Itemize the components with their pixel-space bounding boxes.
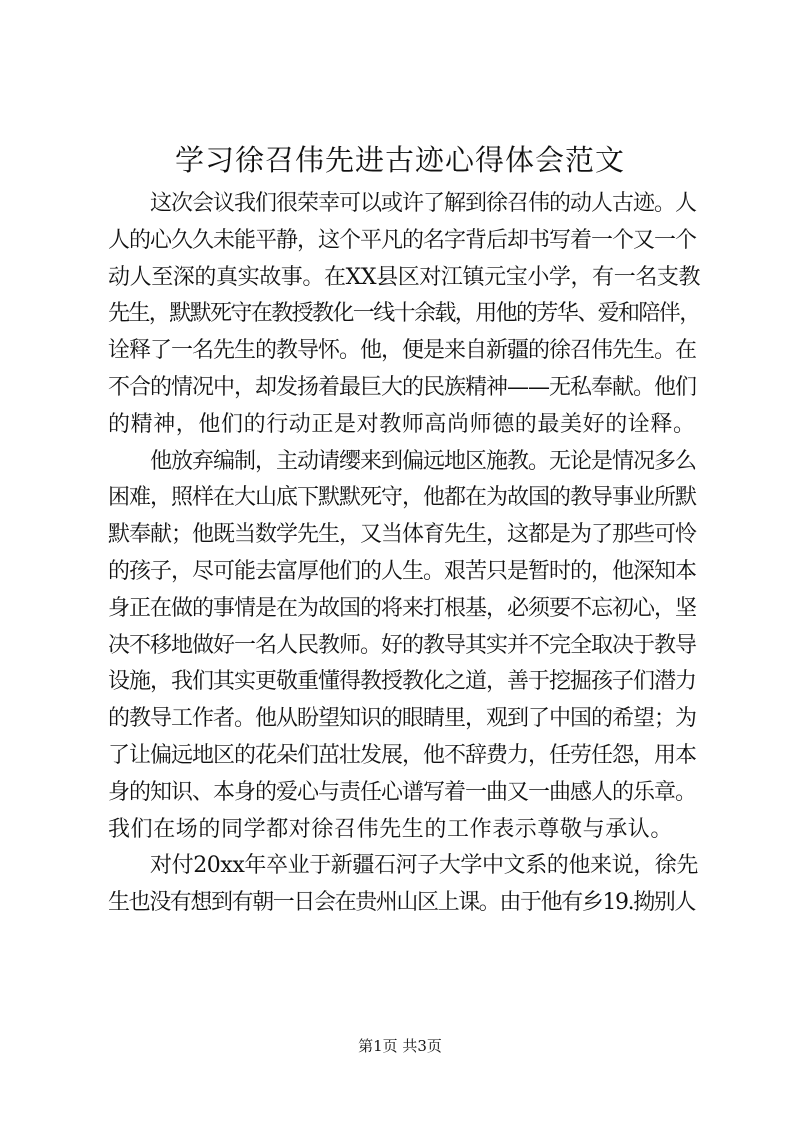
document-title: 学习徐召伟先进古迹心得体会范文	[174, 143, 625, 177]
text-line: 生也没有想到有朝一日会在贵州山区上课。由于他有乡19.拗别人	[108, 890, 695, 916]
text-line: 的教导工作者。他从盼望知识的眼睛里，观到了中国的希望；为	[108, 706, 697, 732]
text-line: 默奉献；他既当数学先生，又当体育先生，这都是为了那些可怜	[108, 522, 697, 548]
paragraph	[108, 186, 700, 444]
document-body	[108, 186, 700, 922]
text-line: 先生，默默死守在教授教化一线十余载，用他的芳华、爱和陪伴，	[108, 301, 700, 327]
text-line: 的孩子，尽可能去富厚他们的人生。艰苦只是暂时的，他深知本	[108, 558, 697, 584]
page-footer: 第1页 共3页	[358, 1037, 442, 1055]
text-line: 人的心久久未能平静，这个平凡的名字背后却书写着一个又一个	[108, 227, 697, 253]
text-line: 我们在场的同学都对徐召伟先生的工作表示尊敬与承认。	[108, 816, 674, 842]
text-line: 这次会议我们很荣幸可以或许了解到徐召伟的动人古迹。人	[150, 191, 697, 216]
text-line: 诠释了一名先生的教导怀。他，便是来自新疆的徐召伟先生。在	[108, 338, 697, 364]
text-line: 困难，照样在大山底下默默死守，他都在为故国的教导事业所默	[108, 485, 697, 511]
text-line: 对付20xx年卒业于新疆石河子大学中文系的他来说，徐先	[150, 853, 699, 879]
text-line: 不合的情况中，却发扬着最巨大的民族精神——无私奉献。他们	[108, 374, 697, 400]
paragraph	[108, 848, 700, 922]
text-line: 了让偏远地区的花朵们茁壮发展，他不辞费力，任劳任怨，用本	[108, 742, 697, 768]
text-line: 身的知识、本身的爱心与责任心谱写着一曲又一曲感人的乐章。	[108, 779, 697, 805]
paragraph	[108, 444, 700, 849]
text-line: 决不移地做好一名人民教师。好的教导其实并不完全取决于教导	[108, 632, 697, 658]
text-line: 他放弃编制，主动请缨来到偏远地区施教。无论是情况多么	[150, 448, 697, 474]
text-line: 设施，我们其实更敬重懂得教授教化之道，善于挖掘孩子们潜力	[108, 669, 697, 695]
text-line: 动人至深的真实故事。在XX县区对江镇元宝小学，有一名支教	[108, 264, 701, 290]
text-line: 的精神，他们的行动正是对教师高尚师德的最美好的诠释。	[108, 411, 696, 437]
text-line: 身正在做的事情是在为故国的将来打根基，必须要不忘初心，坚	[108, 595, 697, 621]
